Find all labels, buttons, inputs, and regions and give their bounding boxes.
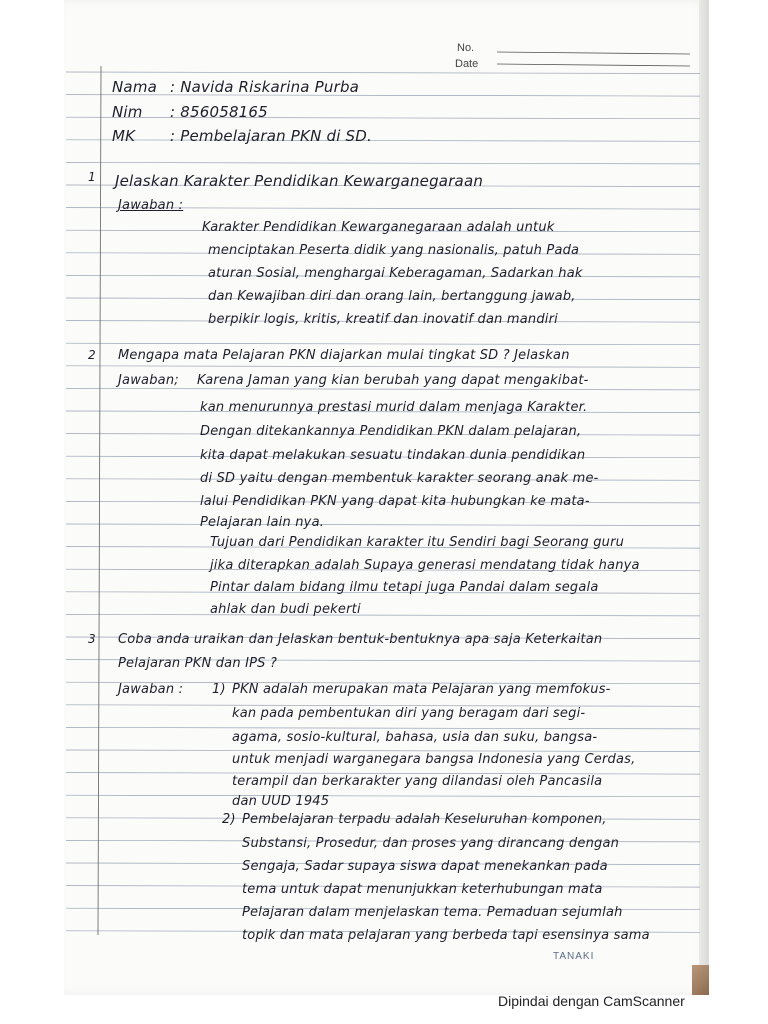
ruled-line bbox=[497, 64, 690, 66]
answer-line: PKN adalah merupakan mata Pelajaran yang memfokus- bbox=[232, 682, 611, 697]
answer-label: Jawaban : bbox=[118, 198, 184, 213]
answer-line: menciptakan Peserta didik yang nasionalis, patuh Pada bbox=[208, 243, 580, 258]
ruled-line bbox=[66, 614, 700, 616]
point-marker: 1) bbox=[212, 682, 226, 697]
ruled-line bbox=[66, 117, 700, 119]
point-marker: 2) bbox=[222, 812, 236, 827]
question-number: 1 bbox=[88, 170, 96, 184]
answer-line: di SD yaitu dengan membentuk karakter seorang anak me- bbox=[200, 471, 599, 486]
mk-value: : Pembelajaran PKN di SD. bbox=[170, 127, 372, 145]
name-value: : Navida Riskarina Purba bbox=[170, 78, 360, 96]
question-text: Mengapa mata Pelajaran PKN diajarkan mulai tingkat SD ? Jelaskan bbox=[118, 348, 570, 363]
answer-line: Tujuan dari Pendidikan karakter itu Sendiri bagi Seorang guru bbox=[210, 535, 625, 550]
nim-label: Nim bbox=[112, 103, 143, 121]
answer-line: ahlak dan budi pekerti bbox=[210, 602, 361, 617]
ruled-line bbox=[98, 66, 101, 935]
answer-line: lalui Pendidikan PKN yang dapat kita hubungkan ke mata- bbox=[200, 494, 590, 509]
answer-line: dan Kewajiban diri dan orang lain, bertanggung jawab, bbox=[208, 289, 576, 304]
question-text: Jelaskan Karakter Pendidikan Kewarganegaraan bbox=[115, 172, 484, 190]
question-number: 2 bbox=[88, 348, 96, 362]
ruled-line bbox=[66, 162, 700, 164]
answer-line: topik dan mata pelajaran yang berbeda tapi esensinya sama bbox=[242, 928, 650, 943]
ruled-line bbox=[66, 795, 700, 797]
answer-line: Pintar dalam bidang ilmu tetapi juga Pandai dalam segala bbox=[210, 580, 599, 595]
answer-line: kita dapat melakukan sesuatu tindakan dunia pendidikan bbox=[200, 448, 586, 463]
answer-line: Pelajaran lain nya. bbox=[200, 515, 325, 530]
no-label: No. bbox=[457, 42, 475, 54]
answer-line: agama, sosio-kultural, bahasa, usia dan suku, bangsa- bbox=[232, 730, 598, 745]
scanner-footer: Dipindai dengan CamScanner bbox=[498, 993, 685, 1009]
answer-line: berpikir logis, kritis, kreatif dan inovatif dan mandiri bbox=[208, 312, 558, 327]
ruled-line bbox=[497, 52, 690, 54]
ruled-line bbox=[66, 366, 700, 368]
answer-line: Substansi, Prosedur, dan proses yang dirancang dengan bbox=[242, 836, 620, 851]
answer-label: Jawaban : bbox=[118, 682, 184, 697]
question-text: Coba anda uraikan dan Jelaskan bentuk-bentuknya apa saja Keterkaitan bbox=[118, 632, 603, 647]
ruled-line bbox=[66, 72, 700, 74]
answer-label: Jawaban; bbox=[118, 373, 179, 388]
answer-line: Sengaja, Sadar supaya siswa dapat menekankan pada bbox=[242, 859, 608, 874]
answer-line: Pembelajaran terpadu adalah Keseluruhan komponen, bbox=[242, 812, 607, 827]
answer-line: Karakter Pendidikan Kewarganegaraan adalah untuk bbox=[202, 220, 555, 235]
question-number: 3 bbox=[88, 632, 96, 646]
answer-line: tema untuk dapat menunjukkan keterhubungan mata bbox=[242, 882, 603, 897]
name-label: Nama bbox=[112, 78, 158, 96]
ruled-line bbox=[66, 95, 700, 97]
ruled-line bbox=[66, 140, 700, 142]
answer-line: untuk menjadi warganegara bangsa Indonesia yang Cerdas, bbox=[232, 752, 636, 767]
ruled-line bbox=[66, 524, 700, 526]
nim-value: : 856058165 bbox=[170, 103, 268, 121]
answer-line: kan pada pembentukan diri yang beragam dari segi- bbox=[232, 706, 586, 721]
answer-line: Pelajaran dalam menjelaskan tema. Pemaduan sejumlah bbox=[242, 905, 623, 920]
question-text: Pelajaran PKN dan IPS ? bbox=[118, 656, 278, 671]
ruled-line bbox=[66, 343, 700, 345]
answer-line: Dengan ditekankannya Pendidikan PKN dalam pelajaran, bbox=[200, 424, 582, 439]
answer-line: aturan Sosial, menghargai Keberagaman, Sadarkan hak bbox=[208, 266, 583, 281]
answer-line: terampil dan berkarakter yang dilandasi oleh Pancasila bbox=[232, 774, 603, 789]
mk-label: MK bbox=[112, 127, 136, 145]
answer-line: dan UUD 1945 bbox=[232, 794, 330, 809]
ruled-line bbox=[66, 388, 700, 390]
answer-line: kan menurunnya prestasi murid dalam menjaga Karakter. bbox=[200, 400, 588, 415]
answer-line: jika diterapkan adalah Supaya generasi mendatang tidak hanya bbox=[210, 558, 640, 573]
ruled-line bbox=[66, 727, 700, 729]
brand-mark: TANAKI bbox=[553, 951, 595, 962]
answer-line: Karena Jaman yang kian berubah yang dapat mengakibat- bbox=[197, 373, 589, 388]
date-label: Date bbox=[455, 58, 479, 70]
